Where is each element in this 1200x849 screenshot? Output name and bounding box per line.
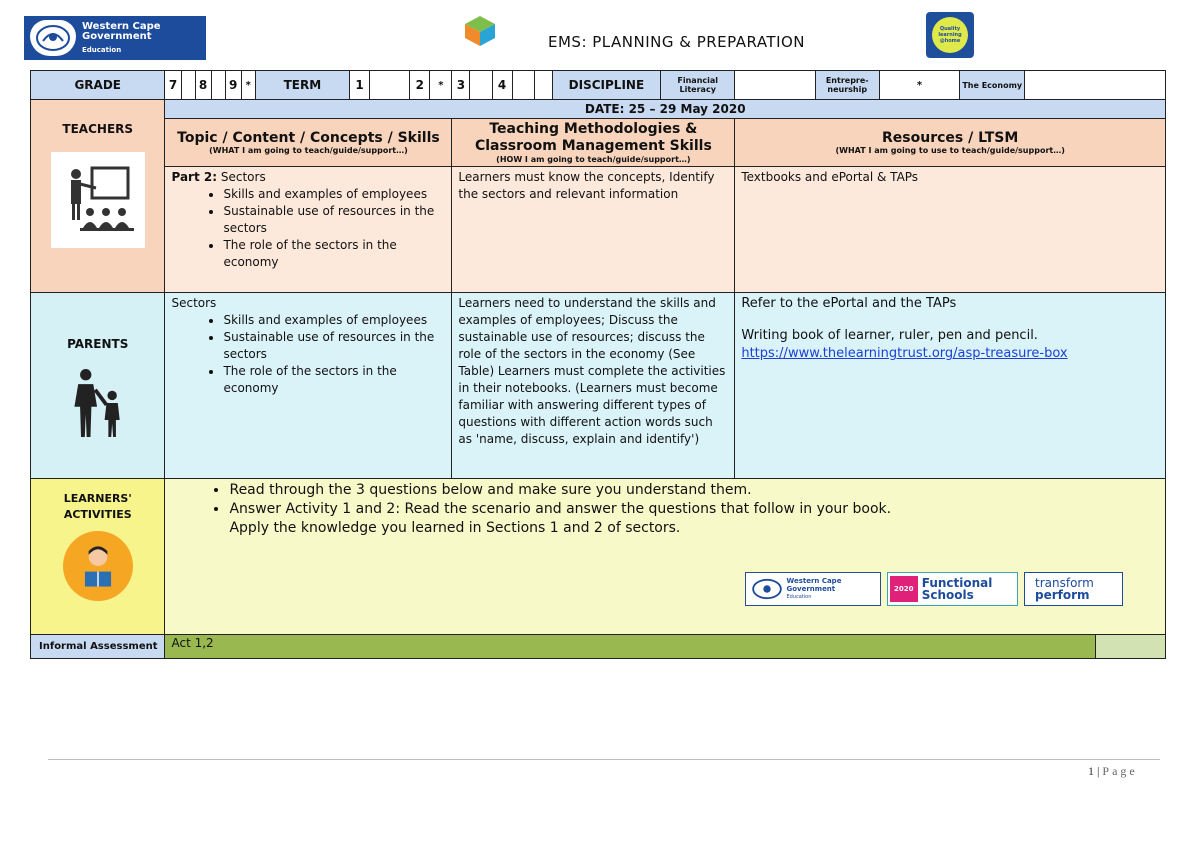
parents-label-cell — [31, 293, 165, 479]
teachers-topic-lead: Sectors — [220, 170, 266, 184]
partner-logos — [745, 569, 1123, 609]
parents-topic-cell — [165, 293, 452, 479]
tp-line-2: perform — [1035, 588, 1090, 602]
logo-line-3: Education — [82, 45, 122, 54]
method-column-subtitle: (HOW I am going to teach/guide/support…) — [496, 155, 691, 164]
resources-column-subtitle: (WHAT I am going to use to teach/guide/support…) — [835, 146, 1065, 155]
parents-topic-bullet: • Skills and examples of employees — [223, 312, 445, 329]
term-2-mark: * — [430, 71, 452, 100]
footer-divider — [48, 759, 1160, 760]
grade-label: GRADE — [31, 71, 165, 100]
page-title: EMS: PLANNING & PREPARATION — [548, 33, 806, 51]
informal-assessment-label: Informal Assessment — [31, 635, 165, 659]
learners-label-line-1: LEARNERS' — [63, 492, 132, 505]
teachers-topic-bullet: • The role of the sectors in the economy — [223, 237, 445, 271]
parents-topic-bullet: • Sustainable use of resources in the sectors — [223, 329, 445, 363]
informal-assessment-value: Act 1,2 — [165, 635, 1095, 659]
learners-activity-bullet: • Answer Activity 1 and 2: Read the scenario and answer the questions that follow in your book. — [229, 500, 1159, 519]
column-headers-row — [31, 119, 1166, 167]
teachers-label: TEACHERS — [62, 122, 134, 136]
info-row — [31, 71, 1166, 100]
functional-schools-logo — [887, 572, 1018, 606]
grade-9-mark: * — [241, 71, 255, 100]
learners-activities-cell — [165, 479, 1166, 635]
page-separator: | — [1097, 764, 1100, 778]
term-4-check — [512, 71, 534, 100]
coat-of-arms-icon — [30, 20, 76, 56]
grade-9: 9 — [225, 71, 241, 100]
wcg-logo-line-2: Government — [786, 585, 836, 593]
wcg-logo-line-3: Education — [786, 594, 812, 600]
parents-topic-lead: Sectors — [171, 296, 217, 310]
topic-column-title: Topic / Content / Concepts / Skills — [177, 130, 440, 146]
fs-line-1: Functional — [921, 576, 993, 590]
parents-method-cell — [452, 293, 735, 479]
teacher-presentation-icon — [51, 152, 145, 248]
fs-line-2: Schools — [921, 588, 974, 602]
term-1-check — [370, 71, 410, 100]
page-word: Page — [1102, 764, 1138, 778]
parent-and-child-icon — [60, 363, 136, 443]
teachers-resources-text: Textbooks and ePortal & TAPs — [741, 170, 919, 184]
transform-perform-logo — [1024, 572, 1123, 606]
learners-continuation: Apply the knowledge you learned in Sections 1 and 2 of sectors. — [229, 520, 681, 536]
the-economy-check — [1025, 71, 1166, 100]
learners-label-line-2: ACTIVITIES — [63, 508, 132, 521]
term-4: 4 — [492, 71, 512, 100]
ql-line-1: Quality — [939, 26, 961, 32]
teachers-topic-bullet: • Skills and examples of employees — [223, 186, 445, 203]
learners-row — [31, 479, 1166, 635]
teachers-method-text: Learners must know the concepts, Identify the sectors and relevant information — [458, 170, 715, 201]
term-label: TERM — [255, 71, 349, 100]
date-header: DATE: 25 – 29 May 2020 — [165, 100, 1166, 119]
parents-resources-cell — [735, 293, 1166, 479]
parents-method-text: Learners need to understand the skills and examples of employees; Discuss the sustainable use of resources; discuss the role of the sectors in the economy (See Table) Learners must complete the activities in their notebooks. (Learners must become familiar with answering different types of questions with different action words such as 'name, discuss, explain and identify') — [458, 296, 726, 446]
logo-line-1: Western Cape — [82, 20, 161, 32]
discipline-entrepreneurship: Entrepre-neurship — [815, 71, 879, 100]
term-1: 1 — [350, 71, 370, 100]
tp-line-1: transform — [1035, 576, 1094, 590]
planning-table — [30, 70, 1166, 659]
grade-7: 7 — [165, 71, 181, 100]
resources-column-header — [735, 119, 1166, 167]
discipline-the-economy: The Economy — [960, 71, 1025, 100]
method-column-header — [452, 119, 735, 167]
learners-activity-bullet: • Read through the 3 questions below and make sure you understand them. — [229, 481, 1159, 500]
wcg-education-logo — [745, 572, 880, 606]
term-3-check — [470, 71, 492, 100]
quality-learning-at-home-logo — [926, 12, 974, 58]
teachers-method-cell — [452, 167, 735, 293]
asp-treasure-box-link[interactable]: https://www.thelearningtrust.org/asp-treasure-box — [741, 346, 1068, 361]
parents-resources-line-2: Writing book of learner, ruler, pen and pencil. — [741, 328, 1038, 343]
teachers-row — [31, 167, 1166, 293]
discipline-financial-literacy: Financial Literacy — [661, 71, 735, 100]
wcg-logo-line-1: Western Cape — [786, 577, 842, 585]
page-number: 1 — [1088, 764, 1094, 778]
teachers-topic-cell — [165, 167, 452, 293]
parents-label: PARENTS — [67, 337, 129, 351]
grade-7-check — [181, 71, 195, 100]
term-2: 2 — [410, 71, 430, 100]
learner-reading-icon — [63, 531, 133, 601]
method-column-title: Teaching Methodologies & Classroom Management Skills — [474, 121, 712, 154]
page-footer — [1088, 764, 1138, 779]
topic-column-header — [165, 119, 452, 167]
term-3: 3 — [452, 71, 470, 100]
ql-line-2: learning — [938, 32, 962, 38]
resources-column-title: Resources / LTSM — [882, 130, 1019, 146]
ems-cube-logo-icon — [462, 14, 498, 48]
teachers-resources-cell — [735, 167, 1166, 293]
crest-icon — [748, 576, 786, 602]
assessment-row — [31, 635, 1166, 659]
parents-topic-bullet: • The role of the sectors in the economy — [223, 363, 445, 397]
assessment-end-cell — [1095, 635, 1165, 659]
teachers-topic-lead-bold: Part 2: — [171, 170, 218, 184]
term-spacer — [534, 71, 552, 100]
grade-8-check — [211, 71, 225, 100]
functional-schools-badge: 2020 — [890, 576, 918, 602]
entrepreneurship-mark: * — [879, 71, 959, 100]
page-header — [0, 0, 1200, 70]
western-cape-government-logo — [24, 16, 206, 60]
grade-8: 8 — [195, 71, 211, 100]
teachers-label-cell — [31, 100, 165, 293]
financial-literacy-check — [735, 71, 815, 100]
parents-row — [31, 293, 1166, 479]
ql-line-3: @home — [939, 38, 961, 44]
learners-label-cell — [31, 479, 165, 635]
teachers-topic-bullet: • Sustainable use of resources in the sectors — [223, 203, 445, 237]
logo-line-2: Government — [82, 30, 152, 42]
topic-column-subtitle: (WHAT I am going to teach/guide/support…) — [209, 146, 408, 155]
parents-resources-line-1: Refer to the ePortal and the TAPs — [741, 296, 957, 311]
discipline-label: DISCIPLINE — [552, 71, 660, 100]
date-row — [31, 100, 1166, 119]
